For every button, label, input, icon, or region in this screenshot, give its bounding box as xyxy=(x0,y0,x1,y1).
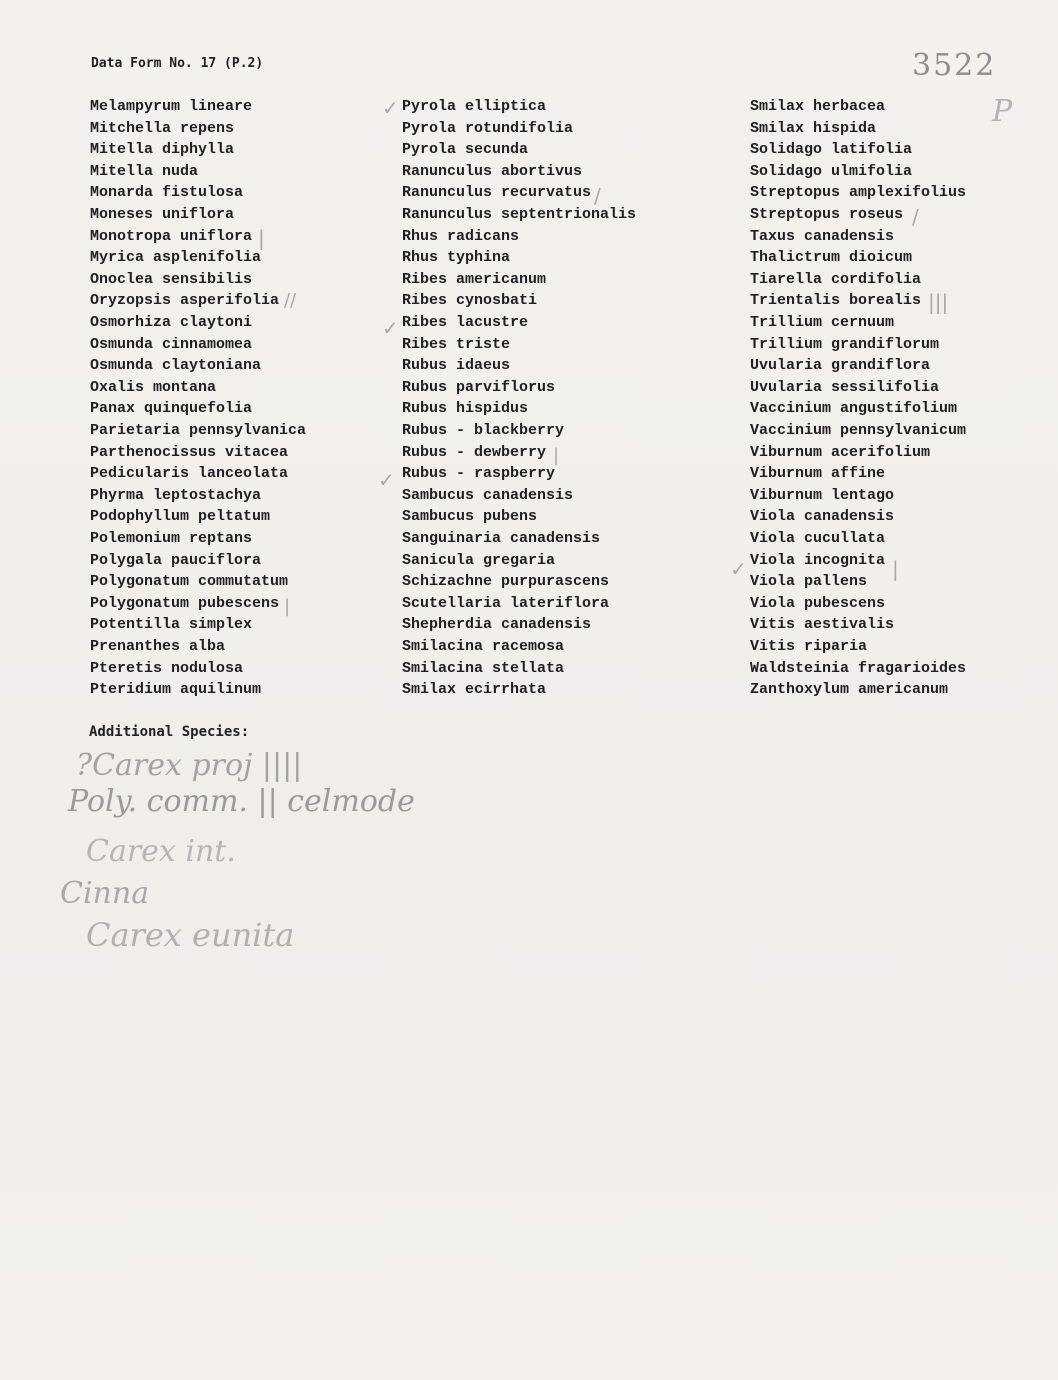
species-item: Pyrola elliptica xyxy=(402,98,547,115)
species-item: Vaccinium pennsylvanicum xyxy=(750,422,967,439)
species-item: Thalictrum dioicum xyxy=(750,249,913,267)
species-item: Sambucus canadensis xyxy=(402,486,574,504)
species-item: Pteretis nodulosa xyxy=(90,659,244,677)
species-item: Pyrola rotundifolia xyxy=(402,119,574,137)
record-suffix: P xyxy=(992,94,1013,129)
species-item: Polygala pauciflora xyxy=(90,551,262,569)
species-item: Mitella nuda xyxy=(90,162,199,180)
species-item: Rubus - dewberry xyxy=(402,443,547,461)
species-item: Pteridium aquilinum xyxy=(90,681,262,699)
species-item: Shepherdia canadensis xyxy=(402,616,592,634)
species-item: Ribes triste xyxy=(402,335,511,353)
species-item: Sambucus pubens xyxy=(402,508,538,526)
species-item: Rubus - raspberry xyxy=(402,465,556,483)
handwritten-note-4: Cinna xyxy=(60,876,150,911)
species-item: Osmunda cinnamomea xyxy=(90,335,253,353)
species-item: Smilacina racemosa xyxy=(402,638,565,655)
species-item: Taxus canadensis xyxy=(750,227,895,245)
species-item: Osmunda claytoniana xyxy=(90,357,262,375)
tally-oryzopsis: // xyxy=(284,290,297,311)
species-item: Polemonium reptans xyxy=(90,530,253,547)
species-item: Tiarella cordifolia xyxy=(750,270,922,288)
species-item: Phyrma leptostachya xyxy=(90,486,262,504)
species-item: Rubus hispidus xyxy=(402,400,529,418)
species-item: Viburnum acerifolium xyxy=(750,443,931,461)
species-item: Melampyrum lineare xyxy=(90,98,253,115)
check-viola-incognita: ✓ xyxy=(730,557,747,581)
species-item: Uvularia grandiflora xyxy=(750,357,931,375)
species-item: Polygonatum commutatum xyxy=(90,573,289,591)
species-item: Smilax herbacea xyxy=(750,98,886,115)
additional-species-label: Additional Species: xyxy=(89,724,250,740)
species-item: Myrica asplenifolia xyxy=(90,249,262,267)
form-header: Data Form No. 17 (P.2) xyxy=(91,56,264,71)
species-item: Prenanthes alba xyxy=(90,638,226,655)
tally-streptopus-roseus: / xyxy=(912,205,919,229)
species-item: Viola pallens xyxy=(750,573,868,591)
species-item: Waldsteinia fragarioides xyxy=(750,659,967,677)
species-item: Monotropa uniflora xyxy=(90,227,253,245)
tally-monotropa: | xyxy=(258,226,265,250)
species-item: Vitis aestivalis xyxy=(750,616,895,634)
species-item: Mitchella repens xyxy=(90,119,235,137)
species-item: Sanguinaria canadensis xyxy=(402,530,601,547)
species-item: Streptopus roseus xyxy=(750,206,904,223)
species-item: Streptopus amplexifolius xyxy=(750,184,967,202)
handwritten-note-1: ?Carex proj |||| xyxy=(76,748,303,783)
species-item: Moneses uniflora xyxy=(90,206,235,223)
species-item: Trillium grandiflorum xyxy=(750,335,940,353)
species-item: Ribes lacustre xyxy=(402,314,529,331)
species-item: Vaccinium angustifolium xyxy=(750,400,958,418)
species-item: Oryzopsis asperifolia xyxy=(90,292,280,310)
species-item: Viola incognita xyxy=(750,551,886,569)
species-item: Smilax ecirrhata xyxy=(402,681,547,699)
tally-trientalis: ||| xyxy=(928,290,949,314)
species-item: Trientalis borealis xyxy=(750,292,922,310)
species-item: Ribes cynosbati xyxy=(402,292,538,310)
record-number: 3522 xyxy=(912,48,997,83)
species-item: Scutellaria lateriflora xyxy=(402,594,610,612)
species-item: Smilacina stellata xyxy=(402,659,565,677)
species-item: Ranunculus septentrionalis xyxy=(402,206,637,223)
species-item: Viola pubescens xyxy=(750,594,886,612)
species-item: Panax quinquefolia xyxy=(90,400,253,418)
species-item: Trillium cernuum xyxy=(750,314,895,331)
species-item: Vitis riparia xyxy=(750,638,868,655)
species-item: Monarda fistulosa xyxy=(90,184,244,202)
species-item: Rubus parviflorus xyxy=(402,378,556,396)
check-pyrola-elliptica: ✓ xyxy=(382,96,399,120)
species-item: Rubus - blackberry xyxy=(402,422,565,439)
species-item: Viburnum lentago xyxy=(750,486,895,504)
check-ribes-lacustre: ✓ xyxy=(382,316,399,340)
species-item: Solidago latifolia xyxy=(750,141,913,159)
species-item: Parietaria pennsylvanica xyxy=(90,422,307,439)
species-item: Potentilla simplex xyxy=(90,616,253,634)
check-rubus-raspberry: ✓ xyxy=(378,468,395,492)
species-item: Sanicula gregaria xyxy=(402,551,556,569)
tally-ranunculus-rec: / xyxy=(594,184,601,208)
species-item: Polygonatum pubescens xyxy=(90,594,280,612)
species-item: Smilax hispida xyxy=(750,119,877,137)
species-item: Pyrola secunda xyxy=(402,141,529,159)
species-item: Rhus radicans xyxy=(402,227,520,245)
tally-viola-incognita: | xyxy=(892,557,899,581)
species-item: Osmorhiza claytoni xyxy=(90,314,253,331)
species-item: Rhus typhina xyxy=(402,249,511,267)
species-item: Solidago ulmifolia xyxy=(750,162,913,180)
species-item: Parthenocissus vitacea xyxy=(90,443,289,461)
species-item: Podophyllum peltatum xyxy=(90,508,271,526)
tally-rubus-dewberry: | xyxy=(553,445,560,466)
species-item: Uvularia sessilifolia xyxy=(750,378,940,396)
handwritten-note-2: Poly. comm. || celmode xyxy=(68,784,415,819)
species-item: Ranunculus recurvatus xyxy=(402,184,592,202)
species-item: Rubus idaeus xyxy=(402,357,511,375)
handwritten-note-5: Carex eunita xyxy=(86,916,295,954)
species-item: Viburnum affine xyxy=(750,465,886,483)
species-item: Ribes americanum xyxy=(402,270,547,288)
species-item: Schizachne purpurascens xyxy=(402,573,610,591)
species-item: Zanthoxylum americanum xyxy=(750,681,949,699)
species-item: Onoclea sensibilis xyxy=(90,270,253,288)
species-item: Viola cucullata xyxy=(750,530,886,547)
species-item: Mitella diphylla xyxy=(90,141,235,159)
species-item: Ranunculus abortivus xyxy=(402,162,583,180)
handwritten-note-3: Carex int. xyxy=(86,834,236,869)
species-item: Oxalis montana xyxy=(90,378,217,396)
tally-polygonatum-pub: | xyxy=(284,596,291,617)
species-item: Pedicularis lanceolata xyxy=(90,465,289,483)
species-item: Viola canadensis xyxy=(750,508,895,526)
